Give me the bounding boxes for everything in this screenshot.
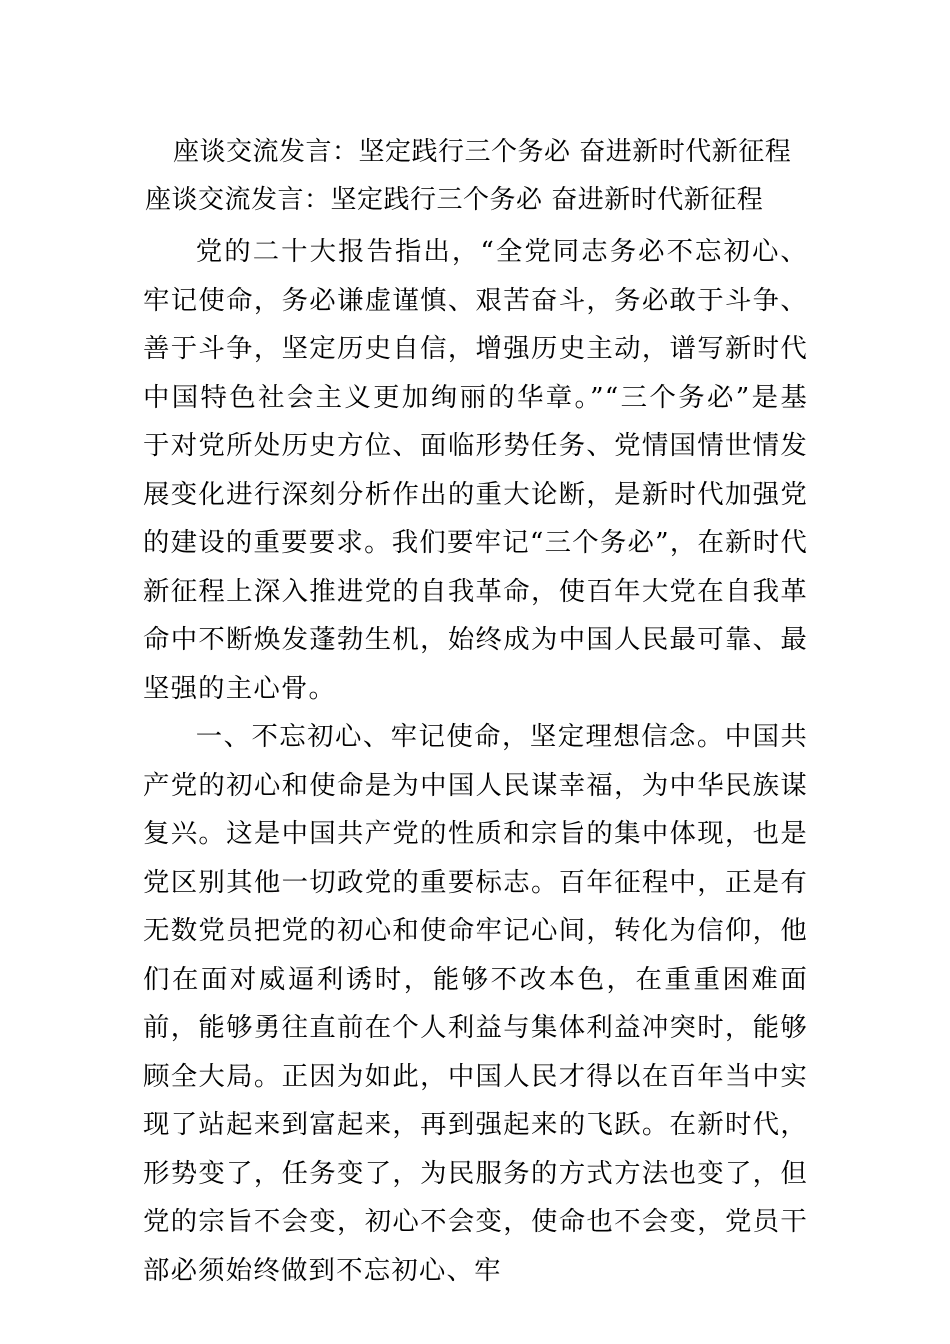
document-title: 座谈交流发言：坚定践行三个务必 奋进新时代新征程 (173, 137, 792, 167)
document-body (143, 228, 808, 1295)
document-subtitle: 座谈交流发言：坚定践行三个务必 奋进新时代新征程 (145, 185, 764, 215)
paragraph-section-1: 一、不忘初心、牢记使命，坚定理想信念。中国共产党的初心和使命是为中国人民谋幸福，为中华民族谋复兴。这是中国共产党的性质和宗旨的集中体现，也是党区别其他一切政党的重要标志。百年征程中，正是有无数党员把党的初心和使命牢记心间，转化为信仰，他们在面对威逼利诱时，能够不改本色，在重重困难面前，能够勇往直前在个人利益与集体利益冲突时，能够顾全大局。正因为如此，中国人民才得以在百年当中实现了站起来到富起来，再到强起来的飞跃。在新时代，形势变了，任务变了，为民服务的方式方法也变了，但党的宗旨不会变，初心不会变，使命也不会变，党员干部必须始终做到不忘初心、牢 (143, 721, 808, 1286)
paragraph-intro: 党的二十大报告指出，“全党同志务必不忘初心、牢记使命，务必谦虚谨慎、艰苦奋斗，务必敢于斗争、善于斗争，坚定历史自信，增强历史主动，谱写新时代中国特色社会主义更加绚丽的华章。”“三个务必”是基于对党所处历史方位、面临形势任务、党情国情世情发展变化进行深刻分析作出的重大论断，是新时代加强党的建设的重要要求。我们要牢记“三个务必”，在新时代新征程上深入推进党的自我革命，使百年大党在自我革命中不断焕发蓬勃生机，始终成为中国人民最可靠、最坚强的主心骨。 (143, 236, 808, 704)
